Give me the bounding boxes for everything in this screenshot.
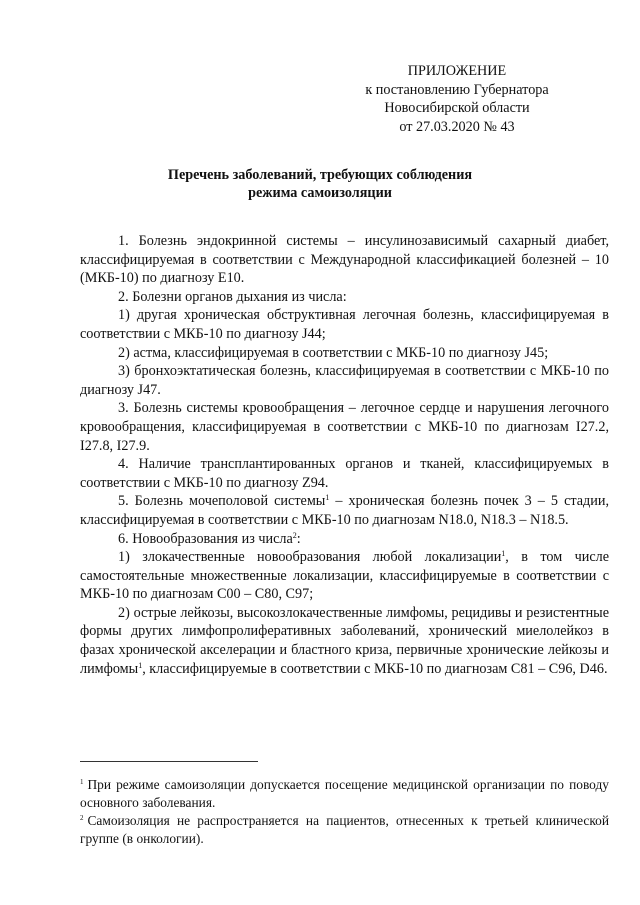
appendix-date-number: от 27.03.2020 № 43: [399, 118, 515, 135]
item-6-1: [80, 548, 609, 604]
appendix-header: [327, 62, 587, 136]
appendix-label: ПРИЛОЖЕНИЕ: [407, 63, 507, 79]
item-4: 4. Наличие трансплантированных органов и тканей, классифицируемых в соответствии с МКБ-10 по диагнозу Z94.: [80, 456, 609, 491]
item-6-1-text-b: , в том числе самостоятельные множественные локализации, классифицируемые в соответствии с МКБ-10 по диагнозам C00 – C80, C97;: [80, 549, 609, 603]
item-5-text-a: 5. Болезнь мочеполовой системы: [118, 493, 326, 510]
item-6-2: [80, 604, 609, 678]
footnote-1-text: При режиме самоизоляции допускается посещение медицинской организации по поводу основного заболевания.: [80, 777, 609, 810]
item-6-2-text-b: , классифицируемые в соответствии с МКБ-10 по диагнозам C81 – C96, D46.: [142, 660, 608, 677]
item-5-text-b: – хроническая болезнь почек 3 – 5 стадии, классифицируемая в соответствии с МКБ-10 по диагнозам N18.0, N18.3 – N18.5.: [80, 493, 609, 528]
item-6-text-a: 6. Новообразования из числа: [118, 530, 293, 547]
item-2: 2. Болезни органов дыхания из числа:: [118, 288, 347, 305]
item-2-1: 1) другая хроническая обструктивная легочная болезнь, классифицируемая в соответствии с МКБ-10 по диагнозу J44;: [80, 307, 609, 342]
disease-list: [80, 232, 609, 678]
item-6-1-text-a: 1) злокачественные новообразования любой локализации: [118, 549, 502, 566]
item-6-text-b: :: [296, 530, 301, 547]
footnote-ref-1[interactable]: 1: [138, 660, 143, 670]
footnote-divider: [80, 761, 258, 762]
document-title: [0, 167, 640, 202]
item-3: 3. Болезнь системы кровообращения – легочное сердце и нарушения легочного кровообращения, классифицируемая в соответствии с МКБ-10 по диагнозам I27.2, I27.8, I27.9.: [80, 400, 609, 454]
footnote-2-text: Самоизоляция не распространяется на пациентов, отнесенных к третьей клинической группе (в онкологии).: [80, 813, 609, 846]
footnote-ref-2[interactable]: 2: [292, 530, 297, 540]
item-1: 1. Болезнь эндокринной системы – инсулинозависимый сахарный диабет, классифицируемая в соответствии с Международной классификацией болезней – 10 (МКБ-10) по диагнозу E10.: [80, 233, 609, 287]
item-2-3: 3) бронхоэктатическая болезнь, классифицируемая в соответствии с МКБ-10 по диагнозу J47.: [80, 363, 609, 398]
footnotes: [80, 776, 609, 848]
item-6-2-text-a: 2) острые лейкозы, высокозлокачественные лимфомы, рецидивы и резистентные формы других лимфопролиферативных заболеваний, хронический миелолейкоз в фазах хронической акселерации и бластного криза, первичные хронические лейкозы и лимфомы: [80, 604, 609, 677]
footnote-1-mark: 1: [80, 778, 84, 786]
footnote-1: [80, 776, 609, 812]
item-6: [80, 530, 609, 549]
footnote-2-mark: 2: [80, 814, 84, 822]
footnote-2: [80, 812, 609, 848]
item-5: [80, 492, 609, 529]
footnote-ref-1[interactable]: 1: [325, 493, 330, 503]
title-line-1: Перечень заболеваний, требующих соблюдения: [167, 167, 473, 183]
item-2-2: 2) астма, классифицируемая в соответствии с МКБ-10 по диагнозу J45;: [118, 344, 549, 361]
title-line-2: режима самоизоляции: [248, 184, 392, 201]
appendix-region: Новосибирской области: [384, 100, 530, 116]
appendix-decree-ref: к постановлению Губернатора: [365, 81, 549, 98]
footnote-ref-1[interactable]: 1: [501, 549, 506, 559]
